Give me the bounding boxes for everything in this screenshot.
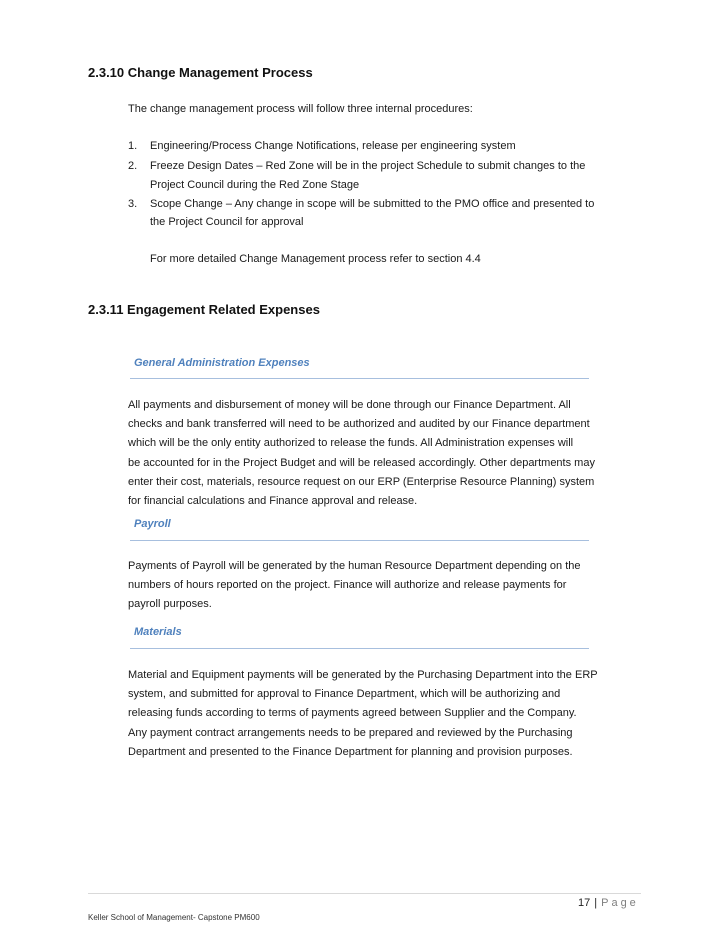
- footer-school-text: Keller School of Management- Capstone PM600: [88, 913, 260, 922]
- list-item-text: Freeze Design Dates – Red Zone will be in the project Schedule to submit changes to the: [150, 160, 586, 172]
- change-intro-paragraph: The change management process will follow three internal procedures:: [128, 103, 473, 115]
- paragraph-line: releasing funds according to terms of payments agreed between Supplier and the Company.: [128, 707, 577, 720]
- paragraph-line: numbers of hours reported on the project. Finance will authorize and release payments for: [128, 579, 567, 592]
- paragraph-line: Department and presented to the Finance Department for planning and provision purposes.: [128, 745, 573, 758]
- page-separator: |: [594, 897, 598, 909]
- list-number: 3.: [128, 198, 138, 210]
- paragraph-line: system, and submitted for approval to Finance Department, which will be authorizing and: [128, 688, 561, 701]
- payroll-paragraph: [128, 557, 658, 615]
- section-reference-note: For more detailed Change Management process refer to section 4.4: [150, 253, 481, 265]
- subheading-divider: [130, 378, 589, 379]
- subheading-divider: [130, 540, 589, 541]
- section-heading-2-3-11: 2.3.11 Engagement Related Expenses: [88, 302, 320, 317]
- page-number-label: [578, 897, 639, 909]
- list-item-text: the Project Council for approval: [150, 216, 304, 228]
- subheading-divider: [130, 648, 589, 649]
- paragraph-line: which will be the only entity authorized to release the funds. All Administration expenses will: [128, 437, 574, 450]
- paragraph-line: Any payment contract arrangements needs to be prepared and reviewed by the Purchasing: [128, 726, 573, 739]
- list-item-text: Scope Change – Any change in scope will be submitted to the PMO office and presented to: [150, 198, 595, 210]
- list-item-text: Engineering/Process Change Notifications, release per engineering system: [150, 140, 516, 152]
- section-heading-2-3-10: 2.3.10 Change Management Process: [88, 65, 313, 80]
- paragraph-line: Material and Equipment payments will be generated by the Purchasing Department into the ERP: [128, 669, 598, 681]
- list-number: 1.: [128, 140, 138, 152]
- subheading-materials: Materials: [134, 626, 182, 638]
- materials-paragraph: [128, 666, 658, 762]
- paragraph-line: for financial calculations and Finance approval and release.: [128, 495, 418, 508]
- paragraph-line: enter their cost, materials, resource request on our ERP (Enterprise Resource Planning) system: [128, 475, 595, 488]
- list-number: 2.: [128, 160, 138, 172]
- paragraph-line: be accounted for in the Project Budget and will be released accordingly. Other departments may: [128, 456, 595, 469]
- paragraph-line: payroll purposes.: [128, 598, 212, 611]
- subheading-payroll: Payroll: [134, 518, 171, 530]
- paragraph-line: checks and bank transferred will need to be authorized and audited by our Finance department: [128, 418, 590, 431]
- footer-divider: [88, 893, 641, 894]
- paragraph-line: Payments of Payroll will be generated by the human Resource Department depending on the: [128, 560, 581, 572]
- page-word: Page: [601, 897, 639, 909]
- paragraph-line: All payments and disbursement of money will be done through our Finance Department. All: [128, 399, 571, 411]
- general-administration-paragraph: [128, 396, 658, 511]
- subheading-general-administration: General Administration Expenses: [134, 357, 310, 369]
- page-number: 17: [578, 897, 591, 909]
- list-item-text: Project Council during the Red Zone Stage: [150, 179, 360, 191]
